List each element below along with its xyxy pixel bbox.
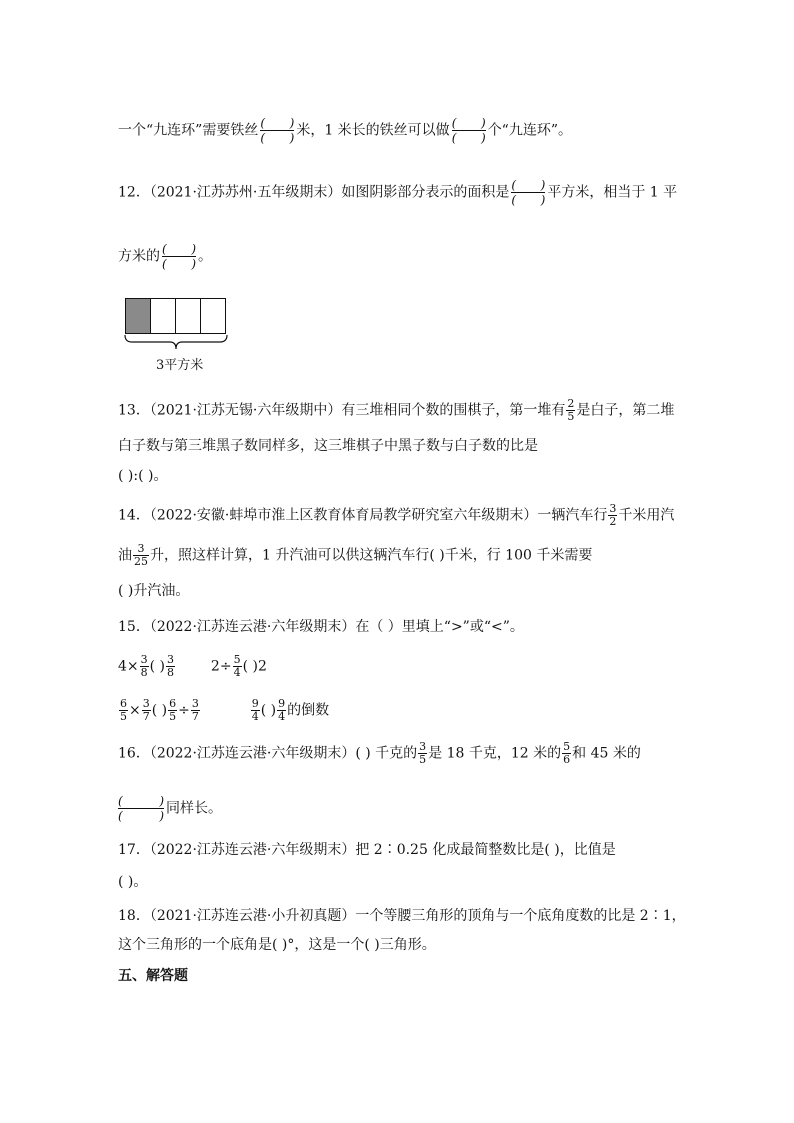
paren: (	[451, 116, 457, 130]
numerator: 6	[169, 697, 177, 710]
paren: )	[191, 257, 196, 271]
text: 4×	[118, 658, 139, 675]
q15-row1	[118, 654, 267, 679]
denominator: 2	[609, 515, 617, 528]
text: 2	[257, 658, 267, 675]
text: 12．（2021·江苏苏州·五年级期末）如图阴影部分表示的面积是	[118, 184, 510, 201]
text: 2÷	[210, 658, 232, 675]
section-title: 五、解答题	[118, 968, 188, 984]
fraction	[418, 741, 427, 766]
empty-cell	[150, 298, 176, 334]
q13-line1	[118, 398, 674, 423]
paren: (	[162, 257, 167, 271]
numerator: 9	[278, 697, 286, 710]
paren: )	[540, 178, 546, 192]
numerator: 5	[563, 740, 571, 753]
text: 13．（2021·江苏无锡·六年级期中）有三堆相同个数的围棋子，第一堆有	[118, 402, 566, 419]
fraction-blank	[511, 178, 545, 207]
paren: (	[451, 131, 457, 145]
denominator: 6	[563, 753, 571, 766]
q17-line2: ( )。	[118, 874, 148, 890]
brace-icon	[124, 334, 228, 350]
blank: ( )	[151, 702, 168, 719]
denominator: 5	[120, 710, 127, 723]
paren: (	[511, 193, 517, 207]
paren: )	[289, 116, 295, 130]
fraction-blank	[452, 116, 486, 145]
empty-cell	[175, 298, 201, 334]
q15-line1: 15．（2022·江苏连云港·六年级期末）在（ ）里填上“>”或“<”。	[118, 619, 524, 635]
text: 一个“九连环”需要铁丝	[118, 122, 259, 139]
paren: (	[118, 809, 123, 823]
text: 是 18 千克，12 米的	[428, 745, 562, 762]
fraction	[566, 398, 575, 423]
denominator: 5	[419, 753, 427, 766]
numerator: 2	[567, 397, 575, 410]
text: 方米的	[118, 248, 160, 265]
paren: (	[162, 242, 167, 256]
denominator: 7	[142, 710, 150, 723]
denominator: 5	[169, 710, 177, 723]
q17-line1: 17．（2022·江苏连云港·六年级期末）把 2∶0.25 化成最简整数比是( )，比值是	[118, 842, 616, 858]
fraction	[166, 654, 175, 679]
q13-line2: 白子数与第三堆黑子数同样多，这三堆棋子中黑子数与白子数的比是	[118, 438, 538, 454]
q18-line1: 18．（2021·江苏连云港·小升初真题）一个等腰三角形的顶角与一个底角度数的比是 2∶1，	[118, 908, 686, 924]
fraction	[608, 503, 617, 528]
text: 同样长。	[166, 800, 222, 817]
denominator: 7	[191, 710, 199, 723]
numerator: 3	[609, 502, 617, 515]
q15-row2	[118, 698, 329, 723]
empty-cell	[200, 298, 226, 334]
area-diagram	[126, 298, 228, 373]
text: 14．（2022·安徽·蚌埠市淮上区教育体育局教学研究室六年级期末）一辆汽车行	[118, 507, 608, 524]
fraction	[191, 698, 200, 723]
paren: (	[118, 794, 123, 808]
numerator: 3	[137, 542, 145, 555]
paren: (	[511, 178, 517, 192]
q16-line1	[118, 741, 641, 766]
q16-line2	[118, 794, 222, 823]
numerator: 5	[233, 653, 241, 666]
q18-line2: 这个三角形的一个底角是( )°，这是一个( )三角形。	[118, 937, 436, 953]
q14-line1	[118, 503, 674, 528]
fraction	[233, 654, 242, 679]
paren: )	[540, 193, 546, 207]
fraction-blank	[162, 242, 196, 271]
text: 平方米，相当于 1 平	[547, 184, 678, 201]
fraction	[168, 698, 177, 723]
q12-line2	[118, 242, 212, 271]
fraction-blank	[118, 794, 164, 823]
diagram-cells	[126, 298, 228, 334]
text: 个“九连环”。	[487, 122, 573, 139]
denominator: 4	[233, 666, 241, 679]
numerator: 3	[419, 740, 427, 753]
fraction	[562, 741, 571, 766]
fraction	[142, 698, 151, 723]
shaded-cell	[125, 298, 151, 334]
denominator: 5	[567, 410, 575, 423]
denominator: 8	[167, 666, 175, 679]
denominator: 8	[140, 666, 148, 679]
blank: ( )	[242, 658, 258, 675]
numerator: 6	[120, 697, 127, 710]
numerator: 3	[142, 697, 150, 710]
numerator: 3	[140, 653, 148, 666]
q11-continuation	[118, 116, 572, 145]
text: 是白子，第二堆	[576, 402, 675, 419]
fraction	[119, 698, 128, 723]
numerator: 9	[251, 697, 259, 710]
text: 。	[198, 248, 212, 265]
fraction	[133, 543, 149, 568]
fraction	[251, 698, 260, 723]
paren: (	[260, 116, 266, 130]
blank: ( )	[260, 702, 277, 719]
text: 千米用汽	[618, 507, 675, 524]
numerator: 3	[167, 653, 175, 666]
text: 和 45 米的	[572, 745, 641, 762]
q13-line3: ( ):( )。	[118, 468, 168, 484]
diagram-label: 3平方米	[156, 358, 204, 373]
paren: )	[481, 116, 486, 130]
fraction	[140, 654, 149, 679]
paren: )	[159, 794, 164, 808]
fraction	[277, 698, 286, 723]
paren: )	[191, 242, 196, 256]
denominator: 25	[134, 555, 148, 568]
q14-line3: ( )升汽油。	[118, 583, 190, 599]
blank: ( )	[149, 658, 166, 675]
text: 米，1 米长的铁丝可以做	[296, 122, 450, 139]
paren: )	[289, 131, 295, 145]
q12-line1	[118, 178, 677, 207]
operator: ×	[129, 702, 141, 719]
text: 升，照这样计算，1 升汽油可以供这辆汽车行( )千米，行 100 千米需要	[150, 547, 593, 564]
denominator: 4	[278, 710, 286, 723]
numerator: 3	[191, 697, 199, 710]
text: 油	[118, 547, 132, 564]
text: 的倒数	[287, 702, 330, 719]
fraction-blank	[260, 116, 294, 145]
paren: )	[481, 131, 486, 145]
text: 16．（2022·江苏连云港·六年级期末）( ) 千克的	[118, 745, 418, 762]
paren: )	[159, 809, 164, 823]
operator: ÷	[178, 702, 190, 719]
denominator: 4	[251, 710, 259, 723]
paren: (	[260, 131, 266, 145]
q14-line2	[118, 543, 592, 568]
